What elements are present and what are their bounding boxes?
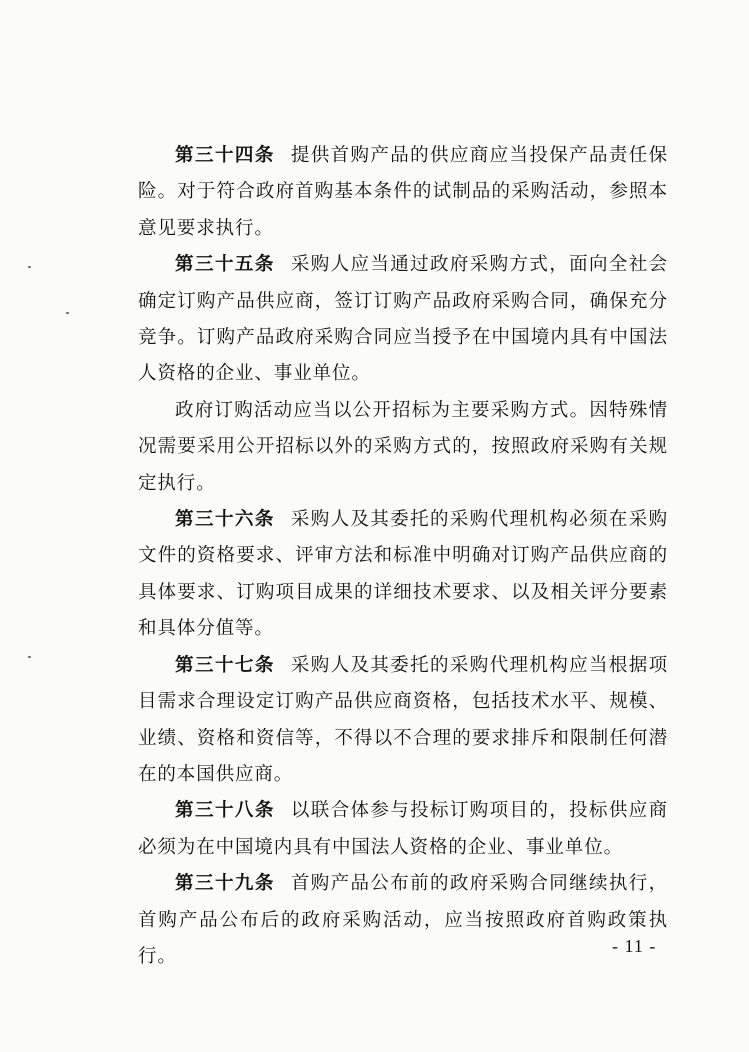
- article-text: 政府订购活动应当以公开招标为主要采购方式。因特殊情况需要采用公开招标以外的采购方式的，按照政府采购有关规定执行。: [138, 399, 668, 494]
- article-text: 提供首购产品的供应商应当投保产品责任保险。对于符合政府首购基本条件的试制品的采购活动，参照本意见要求执行。: [138, 145, 668, 239]
- article-paragraph: [138, 502, 668, 648]
- scan-speck: [28, 656, 31, 658]
- document-body: [138, 138, 668, 975]
- article-paragraph: [138, 793, 668, 866]
- article-paragraph: [138, 866, 668, 975]
- page-number: - 11 -: [612, 936, 657, 956]
- article-title: 第三十六条: [175, 509, 275, 531]
- article-text: 以联合体参与投标订购项目的，投标供应商必须为在中国境内具有中国法人资格的企业、事业单位。: [138, 800, 668, 858]
- article-paragraph: [138, 648, 668, 794]
- article-paragraph: [138, 393, 668, 502]
- article-title: 第三十八条: [175, 800, 275, 822]
- article-text: 采购人及其委托的采购代理机构应当根据项目需求合理设定订购产品供应商资格，包括技术水平、规模、业绩、资格和资信等，不得以不合理的要求排斥和限制任何潜在的本国供应商。: [138, 654, 668, 785]
- article-text: 采购人应当通过政府采购方式，面向全社会确定订购产品供应商，签订订购产品政府采购合同，确保充分竞争。订购产品政府采购合同应当授予在中国境内具有中国法人资格的企业、事业单位。: [138, 254, 668, 385]
- article-paragraph: [138, 138, 668, 247]
- article-title: 第三十五条: [175, 254, 275, 276]
- article-text: 首购产品公布前的政府采购合同继续执行，首购产品公布后的政府采购活动，应当按照政府首购政策执行。: [138, 873, 668, 967]
- article-paragraph: [138, 247, 668, 393]
- article-title: 第三十七条: [175, 654, 275, 676]
- scan-speck: [66, 312, 69, 314]
- article-text: 采购人及其委托的采购代理机构必须在采购文件的资格要求、评审方法和标准中明确对订购产品供应商的具体要求、订购项目成果的详细技术要求、以及相关评分要素和具体分值等。: [138, 509, 668, 640]
- article-title: 第三十四条: [175, 145, 275, 166]
- article-title: 第三十九条: [175, 873, 275, 895]
- scan-speck: [28, 266, 31, 268]
